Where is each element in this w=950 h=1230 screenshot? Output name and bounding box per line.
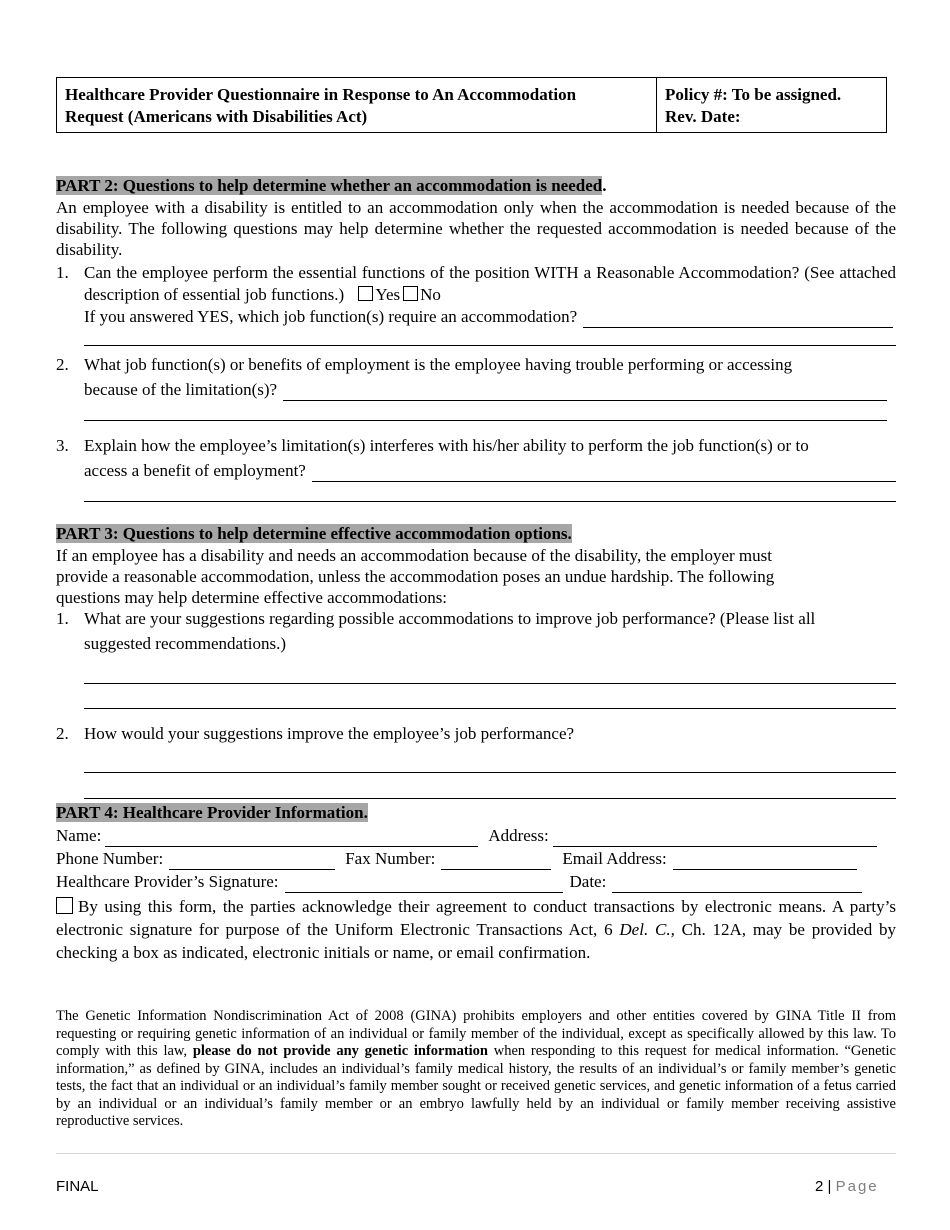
part3-question-1 — [56, 608, 896, 709]
question-text: What are your suggestions regarding possible accommodations to improve job performance? (Please list all — [84, 609, 816, 628]
answer-field[interactable] — [583, 313, 893, 328]
question-number: 2. — [56, 355, 69, 374]
contact-row — [56, 847, 896, 870]
answer-line[interactable] — [84, 344, 896, 346]
question-number: 1. — [56, 609, 69, 628]
yes-label: Yes — [375, 285, 401, 304]
consent-text-cont: Ch. 12A, may be provided by checking a box as indicated, electronic initials or name, or email confirmation. — [56, 920, 897, 962]
question-text-cont: access a benefit of employment? — [84, 461, 306, 480]
answer-field[interactable] — [283, 386, 887, 401]
form-title-line2: Request (Americans with Disabilities Act) — [65, 107, 368, 126]
consent-text: By using this form, the parties acknowledge their agreement to conduct transactions by electronic means. A party’s electronic signature for purpose of the Uniform Electronic Transactions Act, 6 — [56, 897, 896, 939]
question-text-cont: because of the limitation(s)? — [84, 380, 278, 399]
date-field[interactable] — [612, 878, 862, 893]
question-number: 2. — [56, 724, 69, 743]
address-field[interactable] — [553, 832, 877, 847]
signature-label: Healthcare Provider’s Signature: — [56, 872, 279, 891]
signature-row — [56, 870, 896, 893]
part2-section — [56, 175, 896, 502]
form-title — [57, 78, 657, 132]
part3-intro — [56, 545, 896, 608]
no-label: No — [420, 285, 441, 304]
question-number: 1. — [56, 263, 69, 282]
question-number: 3. — [56, 436, 69, 455]
part3-intro-line: provide a reasonable accommodation, unless the accommodation poses an undue hardship. The following — [56, 567, 775, 586]
part2-question-1 — [56, 262, 896, 346]
gina-notice — [56, 1008, 896, 1131]
consent-citation: Del. C., — [619, 920, 675, 939]
answer-line[interactable] — [84, 797, 896, 799]
name-address-row — [56, 824, 896, 847]
footer-divider — [56, 1153, 896, 1154]
email-field[interactable] — [673, 855, 857, 870]
part2-question-2 — [56, 354, 896, 421]
part2-heading-period: . — [602, 176, 607, 195]
part2-heading — [56, 175, 896, 197]
page-separator: | — [827, 1178, 832, 1195]
part4-heading-text: PART 4: Healthcare Provider Information. — [56, 803, 368, 822]
part4-section — [56, 802, 896, 964]
date-label: Date: — [569, 872, 607, 891]
form-title-line1: Healthcare Provider Questionnaire in Response to An Accommodation — [65, 85, 577, 104]
answer-field[interactable] — [312, 467, 896, 482]
fax-label: Fax Number: — [345, 849, 436, 868]
name-field[interactable] — [105, 832, 478, 847]
address-label: Address: — [488, 826, 549, 845]
gina-emphasis: please do not provide any genetic information — [192, 1043, 488, 1059]
phone-label: Phone Number: — [56, 849, 164, 868]
question-text-cont: suggested recommendations.) — [84, 634, 287, 653]
part3-heading-text: PART 3: Questions to help determine effective accommodation options. — [56, 524, 572, 543]
question-text: What job function(s) or benefits of employment is the employee having trouble performing or accessing — [84, 355, 793, 374]
name-label: Name: — [56, 826, 102, 845]
footer-status: FINAL — [56, 1178, 99, 1195]
part2-intro: An employee with a disability is entitled to an accommodation only when the accommodation is needed because of the disability. The following questions may help determine whether the requested accommodation is needed because of the disability. — [56, 198, 896, 259]
part2-question-3 — [56, 435, 896, 502]
page-word: Page — [835, 1178, 879, 1195]
page-number: 2 — [815, 1178, 824, 1195]
answer-line[interactable] — [84, 682, 896, 684]
answer-line[interactable] — [84, 500, 896, 502]
answer-line[interactable] — [84, 419, 887, 421]
consent-statement — [56, 895, 896, 964]
gina-text: The Genetic Information Nondiscrimination Act of 2008 (GINA) prohibits employers and other entities covered by GINA Title II from requesting or requiring genetic information of an individual or family member of the individual, except as specifically allowed by this law. To comply with this law, — [56, 1008, 896, 1059]
answer-line[interactable] — [84, 707, 896, 709]
gina-text-cont: when responding to this request for medical information. “Genetic information,” as defined by GINA, includes an individual’s family medical history, the results of an individual’s or family member’s genetic tests, the fact that an individual or an individual’s family member sought or received genetic services, and genetic information of a fetus carried by an individual or an individual’s family member or an embryo lawfully held by an individual or family member receiving assistive reproductive services. — [56, 1043, 896, 1129]
yes-checkbox[interactable] — [358, 286, 373, 301]
signature-field[interactable] — [285, 878, 563, 893]
header-table — [56, 77, 887, 133]
part3-question-2 — [56, 723, 896, 799]
revision-date: Rev. Date: — [665, 107, 741, 126]
part4-heading — [56, 802, 896, 824]
policy-number: Policy #: To be assigned. — [665, 85, 842, 104]
phone-field[interactable] — [169, 855, 335, 870]
followup-text: If you answered YES, which job function(s) require an accommodation? — [84, 307, 578, 326]
answer-line[interactable] — [84, 771, 896, 773]
policy-box — [657, 78, 886, 132]
email-label: Email Address: — [562, 849, 667, 868]
no-checkbox[interactable] — [403, 286, 418, 301]
part3-intro-line: If an employee has a disability and needs an accommodation because of the disability, the employer must — [56, 546, 772, 565]
page-indicator — [815, 1178, 879, 1195]
part3-section — [56, 523, 896, 799]
part3-heading — [56, 523, 896, 545]
question-text: How would your suggestions improve the employee’s job performance? — [84, 724, 575, 743]
part3-intro-line: questions may help determine effective accommodations: — [56, 588, 448, 607]
consent-checkbox[interactable] — [56, 897, 73, 914]
part2-heading-text: PART 2: Questions to help determine whether an accommodation is needed — [56, 176, 603, 195]
fax-field[interactable] — [441, 855, 551, 870]
question-text: Can the employee perform the essential functions of the position WITH a Reasonable Accommodation? (See attached description of essential job functions.) — [84, 263, 896, 304]
question-text: Explain how the employee’s limitation(s) interferes with his/her ability to perform the job function(s) or to — [84, 436, 809, 455]
